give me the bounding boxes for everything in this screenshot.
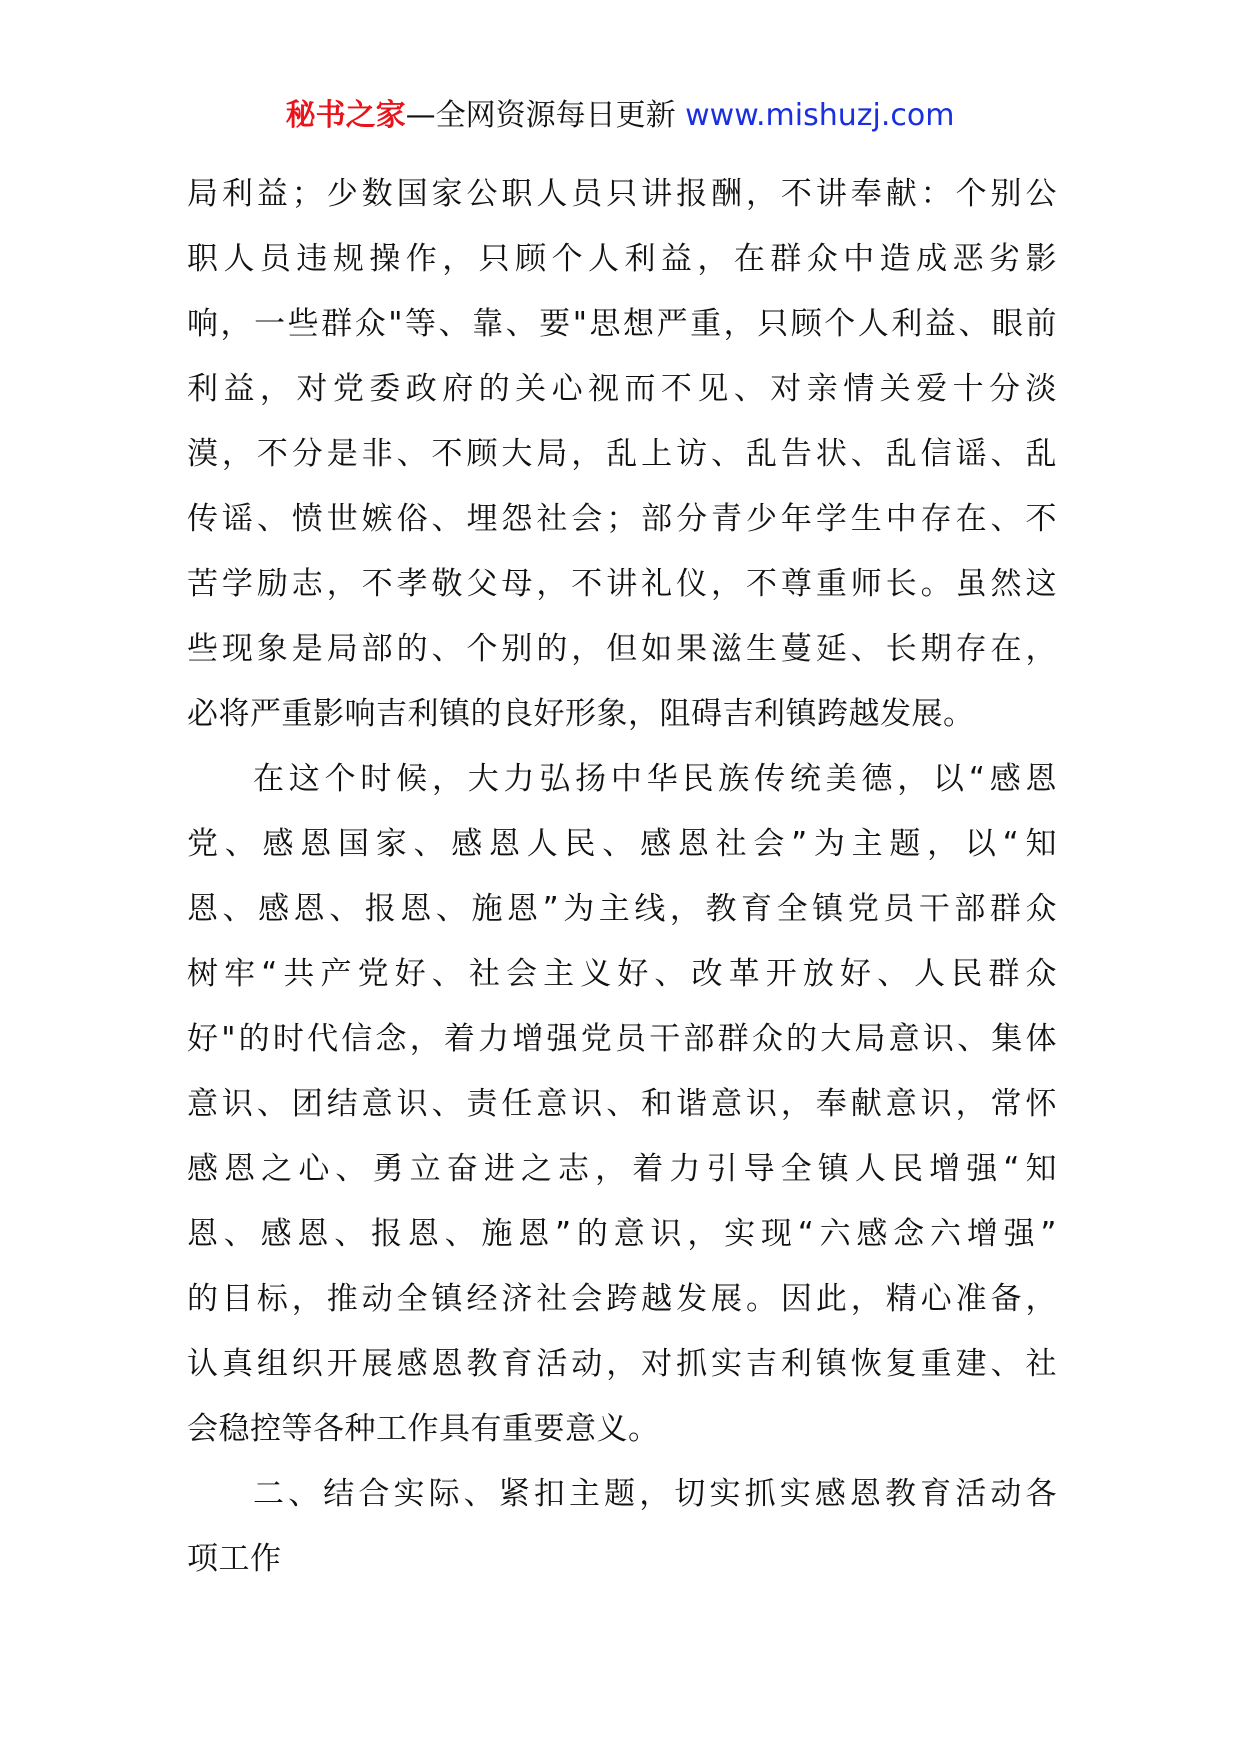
text-line: 认真组织开展感恩教育活动，对抓实吉利镇恢复重建、社 [187,1346,1057,1382]
site-header [0,96,1240,136]
text-line: 苦学励志，不孝敬父母，不讲礼仪，不尊重师长。虽然这 [187,566,1057,602]
site-url-link[interactable]: www.mishuzj.com [685,98,955,133]
text-line: 传谣、愤世嫉俗、埋怨社会；部分青少年学生中存在、不 [187,501,1057,537]
text-line: 必将严重影响吉利镇的良好形象，阻碍吉利镇跨越发展。 [187,696,975,732]
text-line: 的目标，推动全镇经济社会跨越发展。因此，精心准备， [187,1281,1057,1317]
text-line: 局利益；少数国家公职人员只讲报酬，不讲奉献：个别公 [187,176,1057,212]
text-line: 感恩之心、勇立奋进之志，着力引导全镇人民增强“知 [187,1151,1057,1187]
document-body [187,162,1057,1592]
text-line: 树牢“共产党好、社会主义好、改革开放好、人民群众 [187,956,1057,992]
text-line: 些现象是局部的、个别的，但如果滋生蔓延、长期存在， [187,631,1057,667]
text-line: 在这个时候，大力弘扬中华民族传统美德，以“感恩 [253,761,1057,797]
text-line: 会稳控等各种工作具有重要意义。 [187,1411,660,1447]
text-line: 职人员违规操作，只顾个人利益，在群众中造成恶劣影 [187,241,1057,277]
site-tagline: —全网资源每日更新 [405,98,676,133]
text-line: 二、结合实际、紧扣主题，切实抓实感恩教育活动各 [253,1476,1057,1512]
text-line: 项工作 [187,1541,282,1577]
text-line: 利益，对党委政府的关心视而不见、对亲情关爱十分淡 [187,371,1057,407]
text-line: 响，一些群众"等、靠、要"思想严重，只顾个人利益、眼前 [187,306,1057,342]
text-line: 漠，不分是非、不顾大局，乱上访、乱告状、乱信谣、乱 [187,436,1057,472]
site-name: 秘书之家 [285,98,406,133]
text-line: 好"的时代信念，着力增强党员干部群众的大局意识、集体 [187,1021,1057,1057]
text-line: 意识、团结意识、责任意识、和谐意识，奉献意识，常怀 [187,1086,1057,1122]
text-line: 党、感恩国家、感恩人民、感恩社会”为主题，以“知 [187,826,1057,862]
text-line: 恩、感恩、报恩、施恩”为主线，教育全镇党员干部群众 [187,891,1057,927]
text-line: 恩、感恩、报恩、施恩”的意识，实现“六感念六增强” [187,1216,1057,1252]
